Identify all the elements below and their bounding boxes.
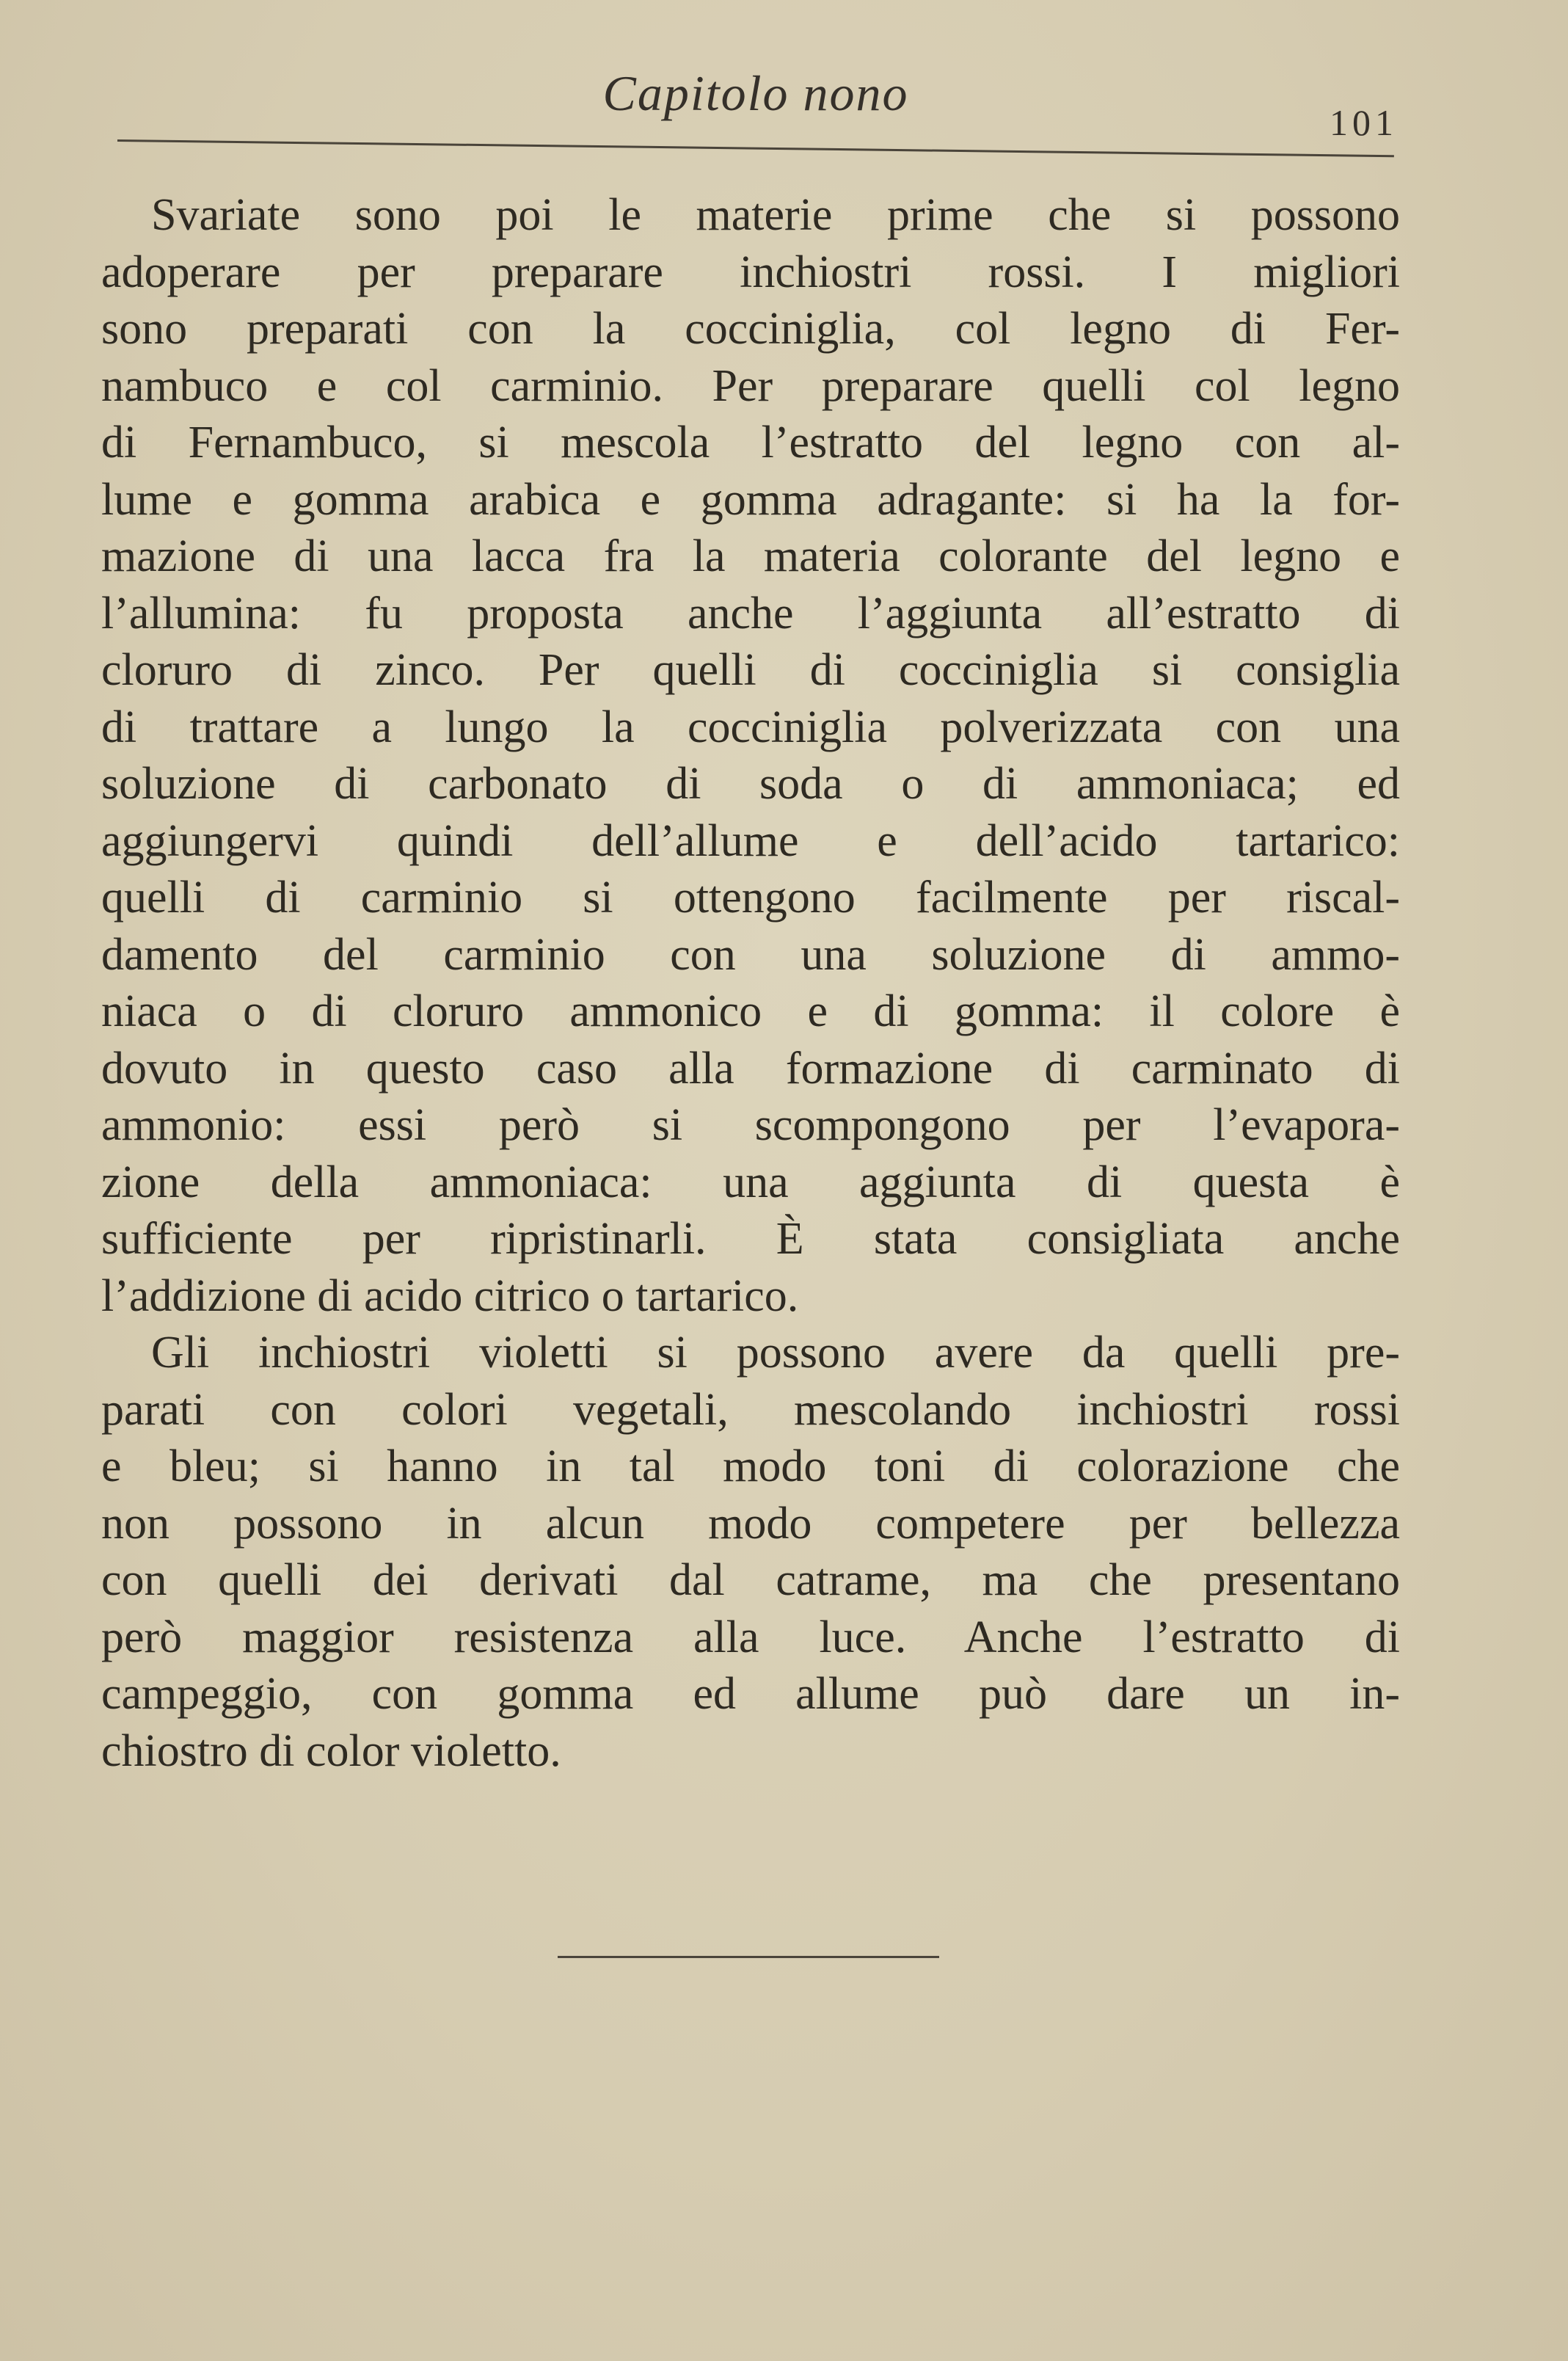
text-line: Svariate sono poi le materie prime che si possono xyxy=(151,190,1400,240)
text-line: zione della ammoniaca: una aggiunta di questa è xyxy=(101,1157,1400,1207)
text-line: niaca o di cloruro ammonico e di gomma: il colore è xyxy=(101,986,1400,1036)
text-line: e bleu; si hanno in tal modo toni di colorazione che xyxy=(101,1441,1400,1491)
paragraph xyxy=(101,1325,1400,1780)
text-line: lume e gomma arabica e gomma adragante: si ha la for- xyxy=(101,474,1400,525)
end-of-section-rule xyxy=(558,1956,939,1958)
text-line: mazione di una lacca fra la materia colorante del legno e xyxy=(101,531,1400,581)
text-line: sono preparati con la cocciniglia, col legno di Fer- xyxy=(101,304,1400,354)
page-number: 101 xyxy=(1330,102,1398,143)
text-line: parati con colori vegetali, mescolando inchiostri rossi xyxy=(101,1384,1400,1435)
chapter-title: Capitolo nono xyxy=(602,65,909,121)
text-line: Gli inchiostri violetti si possono avere da quelli pre- xyxy=(151,1328,1400,1378)
text-line: di trattare a lungo la cocciniglia polverizzata con una xyxy=(101,702,1400,752)
header-rule xyxy=(117,139,1394,157)
text-line: aggiungervi quindi dell’allume e dell’acido tartarico: xyxy=(101,815,1400,866)
text-line: chiostro di color violetto. xyxy=(101,1725,561,1776)
text-line: non possono in alcun modo competere per bellezza xyxy=(101,1498,1400,1549)
text-line: sufficiente per ripristinarli. È stata consigliata anche xyxy=(101,1214,1400,1264)
text-line: cloruro di zinco. Per quelli di cocciniglia si consiglia xyxy=(101,645,1400,695)
text-line: l’allumina: fu proposta anche l’aggiunta all’estratto di xyxy=(101,588,1400,639)
text-line: soluzione di carbonato di soda o di ammoniaca; ed xyxy=(101,759,1400,809)
text-line: damento del carminio con una soluzione di ammo- xyxy=(101,929,1400,980)
text-line: con quelli dei derivati dal catrame, ma che presentano xyxy=(101,1555,1400,1605)
text-line: l’addizione di acido citrico o tartarico. xyxy=(101,1270,799,1321)
text-line: campeggio, con gomma ed allume può dare un in- xyxy=(101,1669,1400,1719)
text-line: dovuto in questo caso alla formazione di carminato di xyxy=(101,1043,1400,1094)
paragraph xyxy=(101,187,1400,1325)
text-line: quelli di carminio si ottengono facilmente per riscal- xyxy=(101,873,1400,923)
text-line: di Fernambuco, si mescola l’estratto del legno con al- xyxy=(101,418,1400,468)
text-line: adoperare per preparare inchiostri rossi. I migliori xyxy=(101,247,1400,297)
body-text xyxy=(101,187,1400,1780)
text-line: ammonio: essi però si scompongono per l’evapora- xyxy=(101,1100,1400,1150)
text-line: nambuco e col carminio. Per preparare quelli col legno xyxy=(101,360,1400,411)
text-line: però maggior resistenza alla luce. Anche l’estratto di xyxy=(101,1612,1400,1662)
